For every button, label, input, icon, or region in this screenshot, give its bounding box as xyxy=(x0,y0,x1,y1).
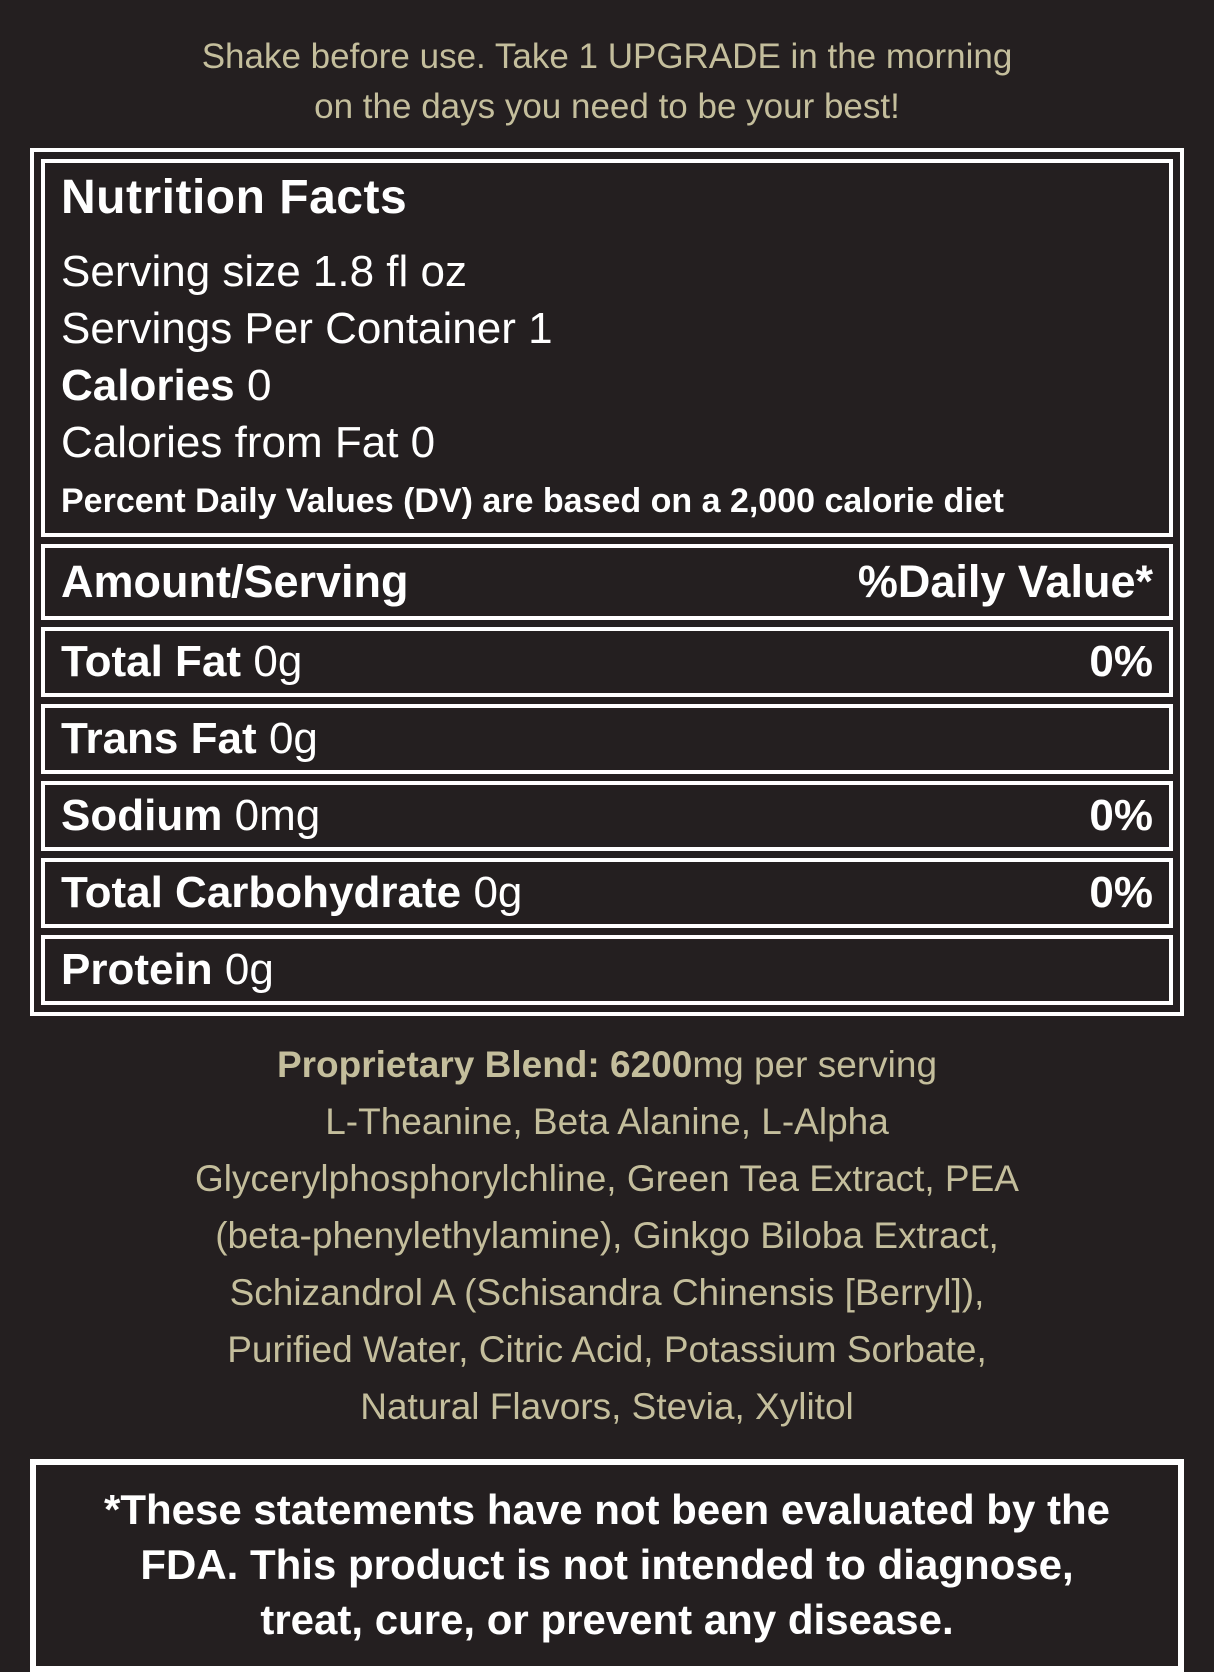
row-value: 0g xyxy=(253,637,303,686)
row-daily-value: 0% xyxy=(1089,868,1153,917)
column-header-daily-value: %Daily Value* xyxy=(857,556,1153,607)
proprietary-blend-heading xyxy=(0,1036,1214,1093)
blend-ingredients-line: Schizandrol A (Schisandra Chinensis [Berryl]), xyxy=(229,1272,985,1313)
row-amount xyxy=(61,791,320,841)
row-label: Total Fat xyxy=(61,637,242,686)
blend-ingredients-line: (beta-phenylethylamine), Ginkgo Biloba Extract, xyxy=(215,1215,999,1256)
row-value: 0mg xyxy=(234,791,321,840)
fda-disclaimer-box xyxy=(30,1459,1184,1672)
blend-ingredients-line: Purified Water, Citric Acid, Potassium Sorbate, xyxy=(227,1329,987,1370)
column-header-row xyxy=(41,544,1173,620)
table-row-total-carbohydrate xyxy=(41,858,1173,928)
nutrition-facts-panel xyxy=(30,148,1184,1016)
usage-directions-line-2: on the days you need to be your best! xyxy=(314,87,900,126)
column-header-amount: Amount/Serving xyxy=(61,556,409,607)
row-amount xyxy=(61,945,274,995)
blend-ingredients-line: L-Theanine, Beta Alanine, L-Alpha xyxy=(325,1101,889,1142)
table-row-sodium xyxy=(41,781,1173,851)
proprietary-blend-heading-rest: mg per serving xyxy=(692,1044,938,1085)
row-label: Sodium xyxy=(61,791,223,840)
row-value: 0g xyxy=(473,868,523,917)
proprietary-blend-section xyxy=(0,1036,1214,1435)
calories-value: 0 xyxy=(246,361,272,410)
table-row-protein xyxy=(41,935,1173,1005)
row-daily-value: 0% xyxy=(1089,791,1153,840)
proprietary-blend-heading-bold: Proprietary Blend: 6200 xyxy=(276,1044,693,1085)
nutrition-facts-header-section xyxy=(41,159,1173,537)
fda-disclaimer-line-2: FDA. This product is not intended to diagnose, xyxy=(140,1541,1074,1588)
daily-value-note: Percent Daily Values (DV) are based on a 2,000 calorie diet xyxy=(61,482,1004,520)
row-label: Trans Fat xyxy=(61,714,257,763)
row-value: 0g xyxy=(268,714,318,763)
row-label: Protein xyxy=(61,945,213,994)
calories-from-fat: Calories from Fat 0 xyxy=(61,418,436,467)
row-label: Total Carbohydrate xyxy=(61,868,462,917)
fda-disclaimer-line-3: treat, cure, or prevent any disease. xyxy=(260,1596,954,1643)
fda-disclaimer-line-1: *These statements have not been evaluated by the xyxy=(104,1486,1110,1533)
row-value: 0g xyxy=(224,945,274,994)
calories-line xyxy=(61,357,1153,414)
row-amount xyxy=(61,637,302,687)
table-row-total-fat xyxy=(41,627,1173,697)
row-amount xyxy=(61,714,318,764)
blend-ingredients-line: Glycerylphosphorylchline, Green Tea Extract, PEA xyxy=(195,1158,1019,1199)
table-row-trans-fat xyxy=(41,704,1173,774)
nutrition-facts-title: Nutrition Facts xyxy=(61,171,408,224)
row-daily-value: 0% xyxy=(1089,637,1153,686)
calories-label: Calories xyxy=(61,361,235,410)
servings-per-container: Servings Per Container 1 xyxy=(61,304,553,353)
row-amount xyxy=(61,868,522,918)
usage-directions-line-1: Shake before use. Take 1 UPGRADE in the morning xyxy=(201,37,1013,76)
blend-ingredients-line: Natural Flavors, Stevia, Xylitol xyxy=(360,1386,854,1427)
usage-directions xyxy=(0,0,1214,132)
serving-size: Serving size 1.8 fl oz xyxy=(61,247,467,296)
